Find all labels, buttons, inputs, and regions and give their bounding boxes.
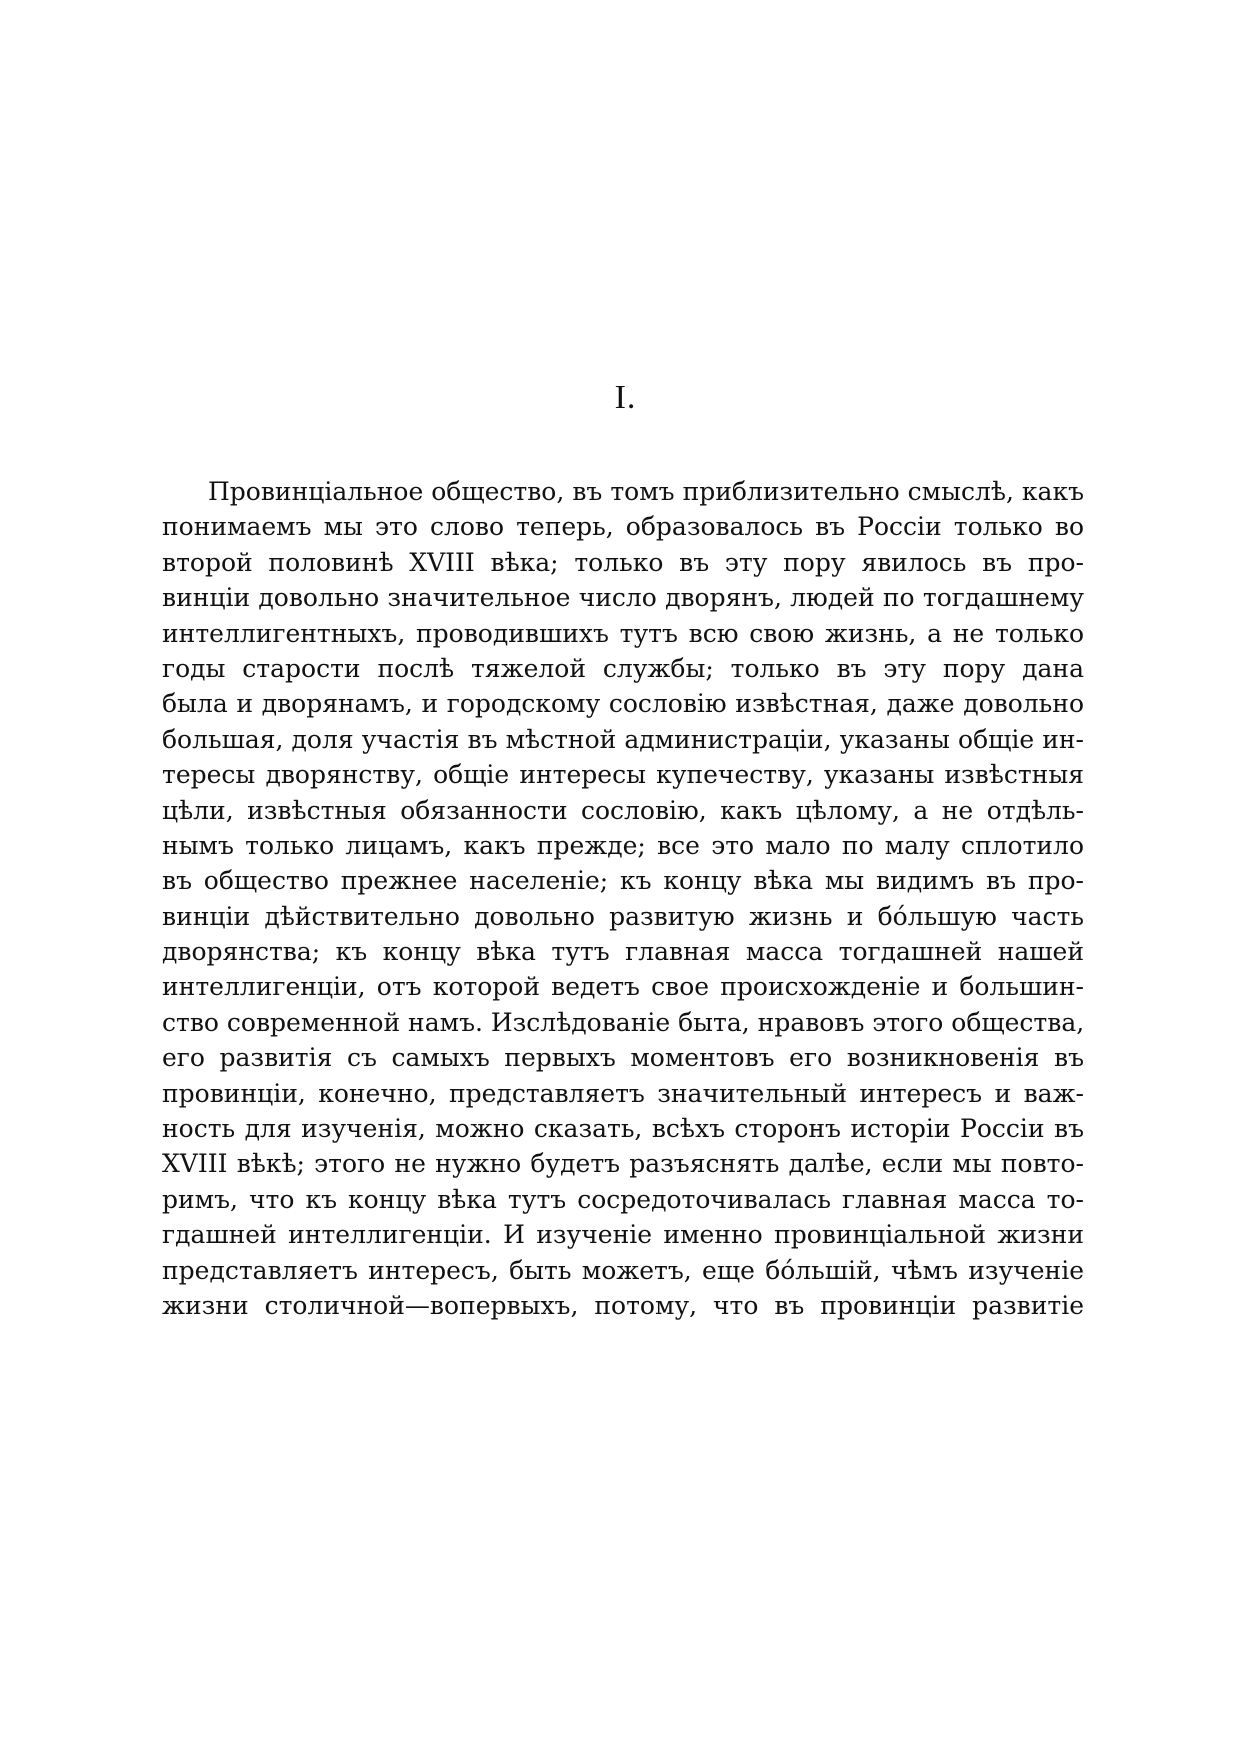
text-line: жизни столичной—вопервыхъ, потому, что въ провинціи развитіе [162,1290,1084,1320]
text-line: годы старости послѣ тяжелой службы; только въ эту пору дана [162,653,1084,683]
text-line: винціи дѣйствительно довольно развитую жизнь и бо́льшую часть [162,901,1084,931]
text-line: винціи довольно значительное число дворянъ, людей по тогдашнему [162,583,1084,613]
text-line: интеллигентныхъ, проводившихъ тутъ всю свою жизнь, а не только [162,618,1084,648]
text-line: нымъ только лицамъ, какъ прежде; все это мало по малу сплотило [162,830,1084,860]
text-line: Провинціальное общество, въ томъ приблизительно смыслѣ, какъ [208,477,1084,506]
text-line: ство современной намъ. Изслѣдованіе быта, нравовъ этого общества, [162,1007,1085,1037]
text-line: его развитія съ самыхъ первыхъ моментовъ его возникновенія въ [162,1043,1084,1073]
paragraph [162,474,1084,1323]
text-line: представляетъ интересъ, быть можетъ, еще бо́льшій, чѣмъ изученіе [162,1255,1084,1285]
text-line: провинціи, конечно, представляетъ значительный интересъ и важ- [162,1078,1084,1108]
text-line: римъ, что къ концу вѣка тутъ сосредоточивалась главная масса то- [162,1184,1084,1214]
text-line: гдашней интеллигенціи. И изученіе именно провинціальной жизни [162,1220,1084,1250]
chapter-heading: I. [614,379,637,416]
text-line: XVIII вѣкѣ; этого не нужно будетъ разъяснять далѣе, если мы повто- [162,1149,1084,1179]
text-line: понимаемъ мы это слово теперь, образовалось въ Россіи только во [162,512,1084,542]
text-line: въ общество прежнее населеніе; къ концу вѣка мы видимъ въ про- [162,866,1084,896]
text-line: большая, доля участія въ мѣстной администраціи, указаны общіе ин- [162,724,1084,754]
text-line: второй половинѣ XVIII вѣка; только въ эту пору явилось въ про- [162,547,1084,577]
text-line: была и дворянамъ, и городскому сословію извѣстная, даже довольно [162,689,1084,719]
text-line: дворянства; къ концу вѣка тутъ главная масса тогдашней нашей [162,937,1084,967]
text-line: интеллигенціи, отъ которой ведетъ свое происхожденіе и большин- [162,972,1084,1002]
text-line: тересы дворянству, общіе интересы купечеству, указаны извѣстныя [162,760,1084,790]
text-line: цѣли, извѣстныя обязанности сословію, какъ цѣлому, а не отдѣль- [162,795,1084,825]
text-line: ность для изученія, можно сказать, всѣхъ сторонъ исторіи Россіи въ [162,1114,1084,1144]
